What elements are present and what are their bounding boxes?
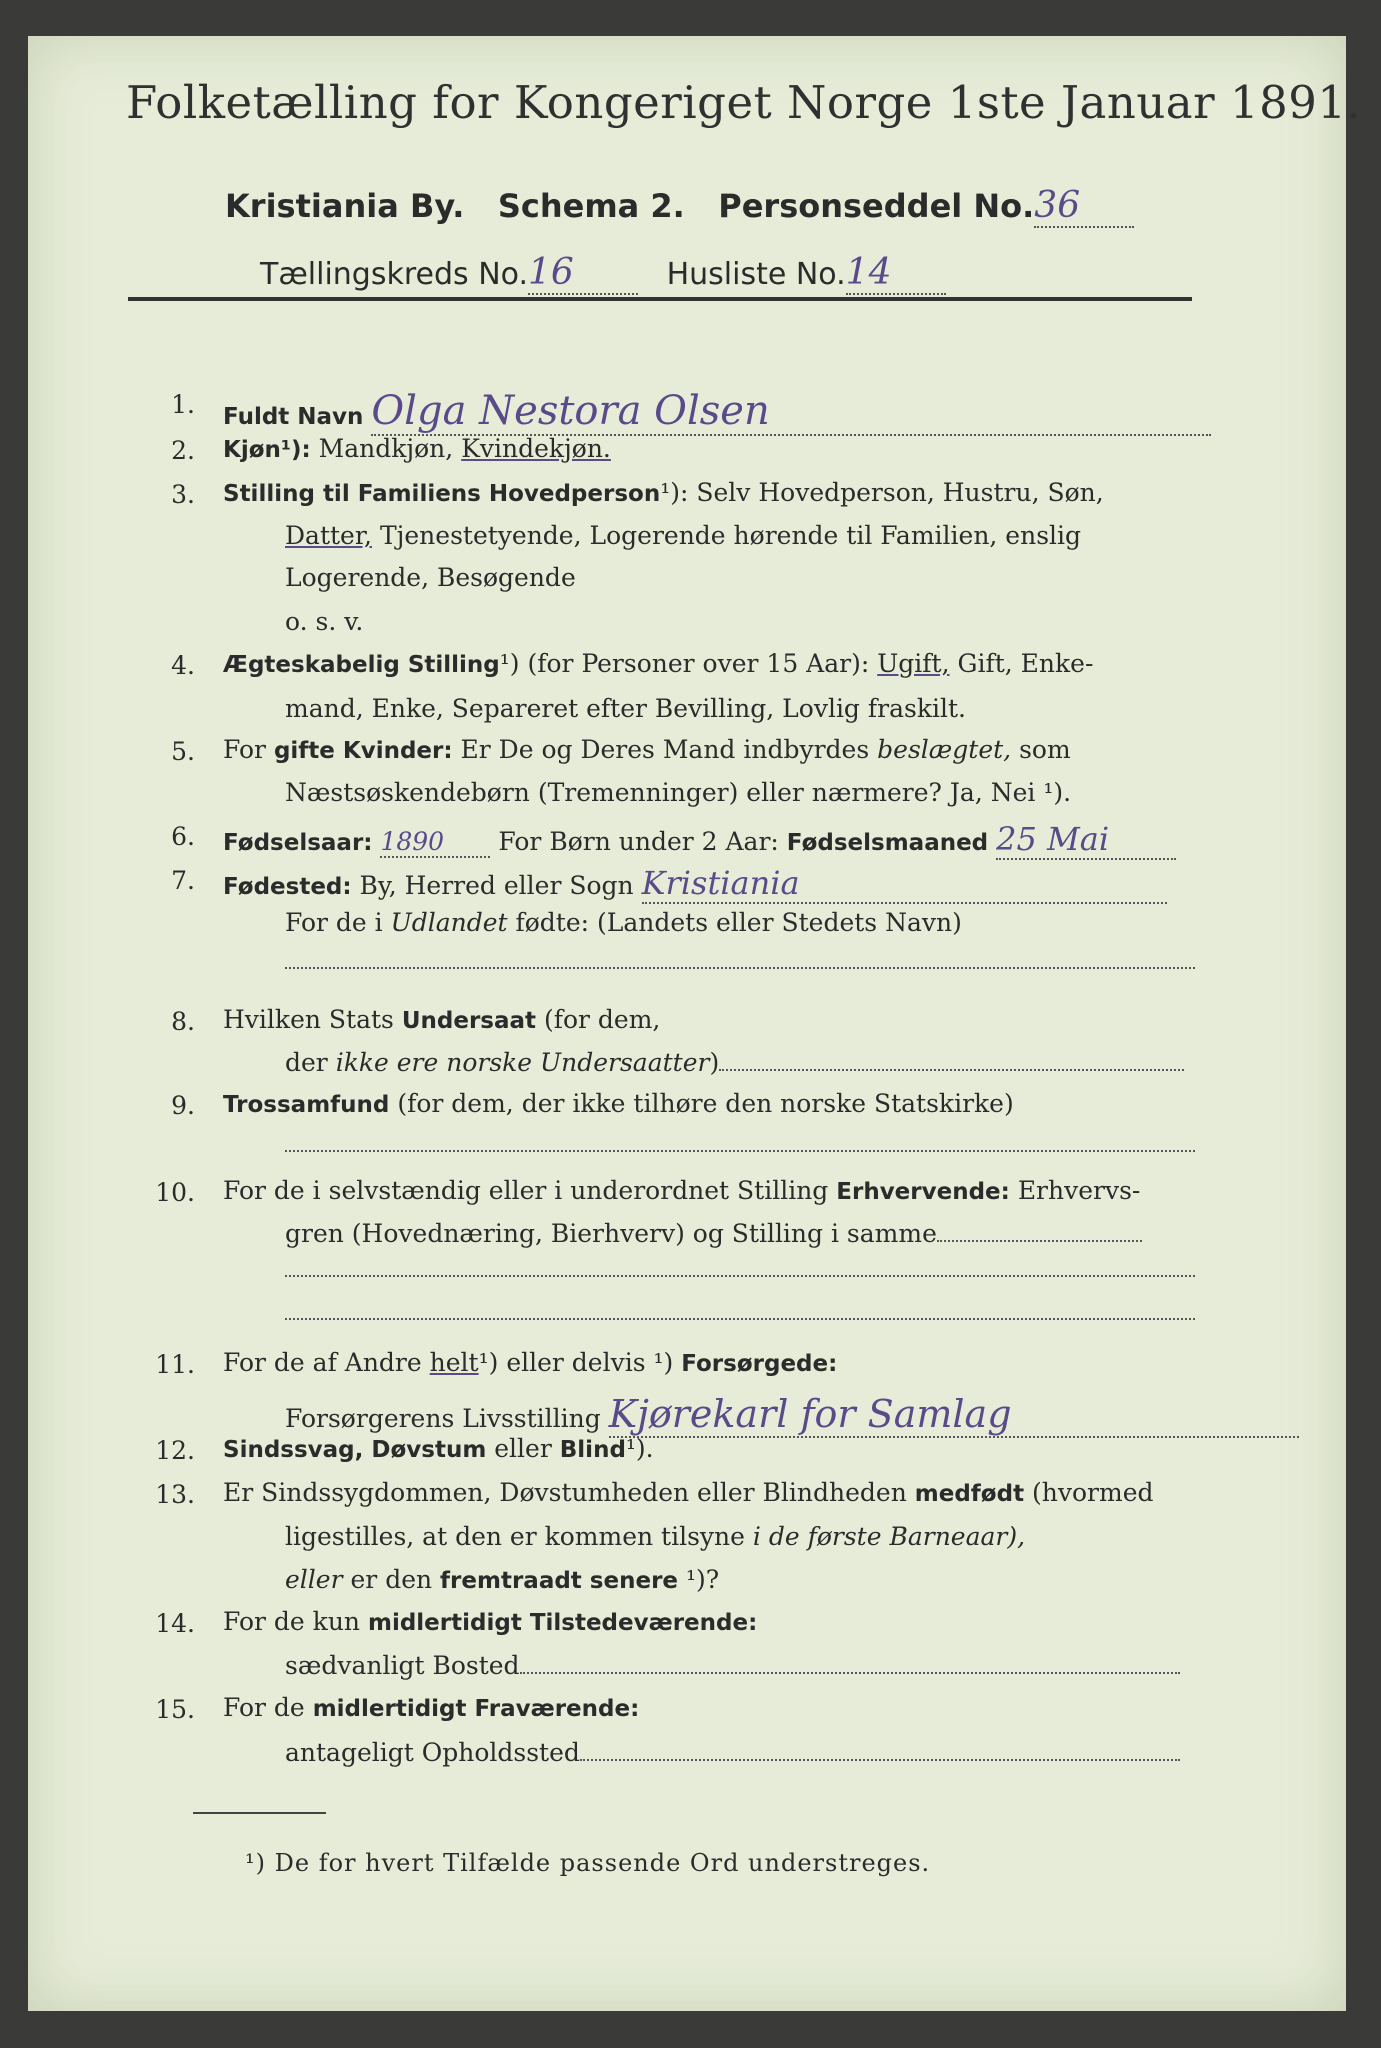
married-text-c: som bbox=[1019, 735, 1071, 764]
temp-present-label: midlertidigt Tilstedeværende: bbox=[367, 1610, 758, 1636]
item-number-13: 13. bbox=[155, 1480, 195, 1509]
item-number-2: 2. bbox=[171, 436, 195, 465]
probable-residence-fill bbox=[580, 1759, 1180, 1761]
supported-text-b: ¹) eller delvis ¹) bbox=[478, 1348, 674, 1377]
occupation-fill-line-2 bbox=[285, 1318, 1195, 1320]
occupation-text-a: For de i selvstændig eller i underordnet Stilling bbox=[223, 1176, 829, 1205]
item-11-line-a bbox=[223, 1348, 837, 1377]
supported-selected: helt bbox=[429, 1348, 479, 1377]
abroad-text-a: For de i bbox=[285, 908, 383, 937]
item-5-line-a bbox=[223, 735, 1071, 764]
item-2 bbox=[223, 434, 611, 463]
usual-residence-fill bbox=[520, 1672, 1180, 1674]
item-15-line-a bbox=[223, 1693, 639, 1722]
item-5-line-b: Næstsøskendebørn (Tremenninger) eller nærmere? Ja, Nei ¹). bbox=[285, 778, 1072, 807]
city-label: Kristiania By. bbox=[225, 187, 465, 225]
full-name-label: Fuldt Navn bbox=[223, 404, 364, 430]
item-number-14: 14. bbox=[155, 1609, 195, 1638]
abroad-fill-line bbox=[285, 967, 1195, 969]
item-number-1: 1. bbox=[171, 390, 195, 419]
item-4-line-b: mand, Enke, Separeret efter Bevilling, Lovlig fraskilt. bbox=[285, 694, 966, 723]
item-9 bbox=[223, 1089, 1014, 1118]
position-label-b: Hovedperson bbox=[488, 481, 661, 507]
item-13-line-b bbox=[285, 1522, 1025, 1551]
position-label: Stilling til Familiens bbox=[223, 481, 481, 507]
sex-option-female: Kvindekjøn. bbox=[461, 434, 611, 463]
congenital-text-e: ¹)? bbox=[685, 1565, 720, 1594]
item-8-line-a bbox=[223, 1005, 660, 1034]
item-3-line-a bbox=[223, 478, 1104, 507]
citizenship-label: Undersaat bbox=[401, 1008, 537, 1034]
later-label: fremtraadt senere bbox=[440, 1568, 679, 1594]
birthplace-value: Kristiania bbox=[642, 864, 1167, 904]
probable-residence-text: antageligt Opholdssted bbox=[285, 1738, 580, 1767]
birthplace-label: Fødested: bbox=[223, 874, 352, 900]
congenital-text-d: er den bbox=[350, 1565, 433, 1594]
sex-label: Kjøn¹): bbox=[223, 437, 311, 463]
item-12 bbox=[223, 1434, 654, 1463]
married-text-a: For bbox=[223, 735, 266, 764]
item-number-4: 4. bbox=[171, 651, 195, 680]
marital-label: Ægteskabelig Stilling bbox=[223, 652, 500, 678]
married-women-label: gifte Kvinder: bbox=[273, 738, 453, 764]
full-name-value: Olga Nestora Olsen bbox=[371, 388, 1211, 436]
usual-residence-text: sædvanligt Bosted bbox=[285, 1651, 520, 1680]
citizenship-text-a: Hvilken Stats bbox=[223, 1005, 394, 1034]
birthplace-text: By, Herred eller Sogn bbox=[359, 871, 634, 900]
item-number-10: 10. bbox=[155, 1178, 195, 1207]
item-15-line-b bbox=[285, 1738, 1180, 1767]
religion-fill-line bbox=[285, 1150, 1195, 1152]
temp-present-text: For de kun bbox=[223, 1607, 361, 1636]
item-number-8: 8. bbox=[171, 1007, 195, 1036]
marital-text-b: Gift, Enke- bbox=[957, 649, 1094, 678]
item-3-line-c: Logerende, Besøgende bbox=[285, 563, 576, 592]
item-number-3: 3. bbox=[171, 480, 195, 509]
item-7-line-b bbox=[285, 908, 962, 937]
sex-option-male: Mandkjøn, bbox=[318, 434, 454, 463]
citizenship-italic: ikke ere norske Undersaatter bbox=[335, 1048, 710, 1077]
husliste-label: Husliste No. bbox=[666, 257, 846, 292]
item-number-7: 7. bbox=[171, 866, 195, 895]
marital-text-a: ¹) (for Personer over 15 Aar): bbox=[499, 649, 870, 678]
item-14-line-b bbox=[285, 1651, 1180, 1680]
provider-text: Forsørgerens Livsstilling bbox=[285, 1404, 601, 1433]
occupation-fill-line-1 bbox=[285, 1275, 1195, 1277]
item-4-line-a bbox=[223, 649, 1093, 678]
occupation-label: Erhvervende: bbox=[836, 1179, 1010, 1205]
congenital-text-b: (hvormed bbox=[1032, 1478, 1154, 1507]
item-10-line-a bbox=[223, 1176, 1140, 1205]
occupation-fill bbox=[937, 1240, 1142, 1242]
citizenship-fill bbox=[719, 1069, 1184, 1071]
religion-label: Trossamfund bbox=[223, 1092, 390, 1118]
birth-month-label: Fødselsmaaned bbox=[786, 830, 989, 856]
personseddel-label: Personseddel No. bbox=[718, 187, 1035, 225]
item-7-line-a bbox=[223, 864, 1167, 904]
birth-month-text: For Børn under 2 Aar: bbox=[498, 827, 779, 856]
congenital-label: medfødt bbox=[914, 1481, 1025, 1507]
abroad-text-b: fødte: (Landets eller Stedets Navn) bbox=[515, 908, 962, 937]
disability-text: eller bbox=[494, 1434, 552, 1463]
occupation-text-c: gren (Hovednæring, Bierhverv) og Stilling i samme bbox=[285, 1219, 937, 1248]
congenital-text-c: ligestilles, at den er kommen tilsyne bbox=[285, 1522, 745, 1551]
form-subtitle bbox=[225, 185, 1134, 228]
birth-year-value: 1890 bbox=[380, 827, 490, 858]
footnote: ¹) De for hvert Tilfælde passende Ord understreges. bbox=[245, 1849, 931, 1877]
birth-month-value: 25 Mai bbox=[996, 820, 1176, 860]
item-1 bbox=[223, 388, 1211, 436]
provider-value: Kjørekarl for Samlag bbox=[609, 1392, 1299, 1438]
congenital-italic-b: eller bbox=[285, 1565, 343, 1594]
district-line bbox=[260, 252, 946, 295]
supported-text-a: For de af Andre bbox=[223, 1348, 422, 1377]
married-italic: beslægtet, bbox=[877, 735, 1012, 764]
form-title: Folketælling for Kongeriget Norge 1ste Januar 1891. bbox=[126, 76, 1362, 129]
congenital-italic: i de første Barneaar), bbox=[752, 1522, 1026, 1551]
footnote-rule bbox=[193, 1812, 326, 1814]
congenital-text-a: Er Sindssygdommen, Døvstumheden eller Blindheden bbox=[223, 1478, 907, 1507]
item-number-12: 12. bbox=[155, 1436, 195, 1465]
abroad-italic: Udlandet bbox=[390, 908, 508, 937]
taellingskreds-number: 16 bbox=[528, 252, 638, 295]
marital-selected: Ugift, bbox=[877, 649, 950, 678]
item-number-15: 15. bbox=[155, 1695, 195, 1724]
item-8-line-b: der ikke ere norske Undersaatter) bbox=[285, 1048, 1184, 1077]
schema-label: Schema 2. bbox=[497, 187, 685, 225]
personseddel-number: 36 bbox=[1034, 185, 1134, 228]
item-13-line-c bbox=[285, 1565, 719, 1594]
temp-absent-label: midlertidigt Fraværende: bbox=[312, 1696, 640, 1722]
item-3-line-b bbox=[285, 521, 1081, 550]
item-number-9: 9. bbox=[171, 1091, 195, 1120]
husliste-number: 14 bbox=[846, 252, 946, 295]
birth-year-label: Fødselsaar: bbox=[223, 830, 373, 856]
temp-absent-text: For de bbox=[223, 1693, 305, 1722]
taellingskreds-label: Tællingskreds No. bbox=[260, 257, 528, 292]
item-11-line-b bbox=[285, 1392, 1299, 1438]
item-6 bbox=[223, 820, 1176, 860]
item-13-line-a bbox=[223, 1478, 1154, 1507]
blind-label: Blind bbox=[559, 1437, 626, 1463]
position-options-a: ¹): Selv Hovedperson, Hustru, Søn, bbox=[660, 478, 1104, 507]
religion-text: (for dem, der ikke tilhøre den norske Statskirke) bbox=[397, 1089, 1014, 1118]
citizenship-text-b: (for dem, bbox=[543, 1005, 661, 1034]
position-selected: Datter, bbox=[285, 521, 372, 550]
supported-label: Forsørgede: bbox=[681, 1351, 838, 1377]
disability-label: Sindssvag, Døvstum bbox=[223, 1437, 487, 1463]
item-number-6: 6. bbox=[171, 822, 195, 851]
citizenship-text-c: der bbox=[285, 1048, 328, 1077]
header-rule bbox=[128, 297, 1192, 301]
married-text-b: Er De og Deres Mand indbyrdes bbox=[460, 735, 870, 764]
item-10-line-b bbox=[285, 1219, 1142, 1248]
position-options-b: Tjenestetyende, Logerende hørende til Familien, enslig bbox=[379, 521, 1082, 550]
item-14-line-a bbox=[223, 1607, 757, 1636]
disability-text-b: ¹). bbox=[625, 1434, 654, 1463]
item-number-5: 5. bbox=[171, 737, 195, 766]
item-number-11: 11. bbox=[155, 1350, 195, 1379]
occupation-text-b: Erhvervs- bbox=[1017, 1176, 1141, 1205]
item-3-line-d: o. s. v. bbox=[285, 607, 364, 636]
